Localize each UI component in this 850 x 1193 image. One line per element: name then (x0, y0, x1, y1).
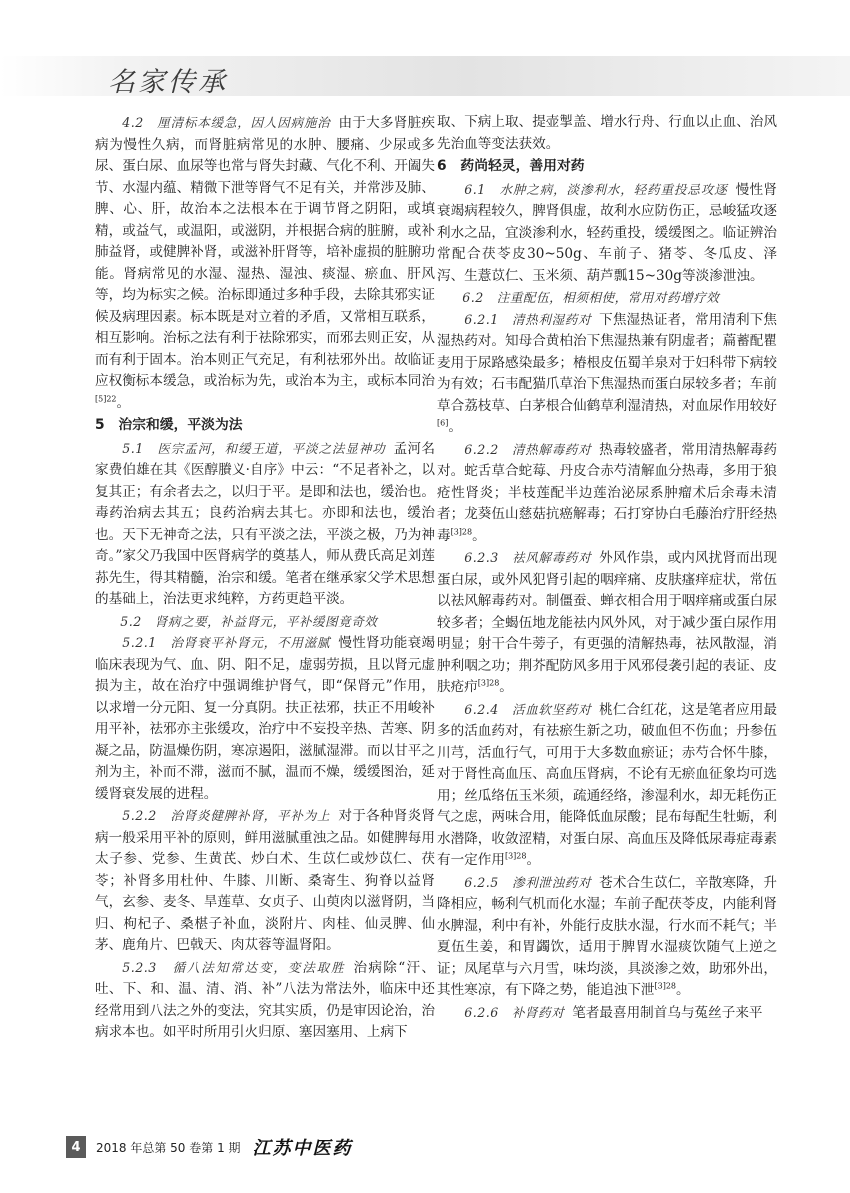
citation: [3]28 (450, 526, 473, 536)
paragraph-6-1 (437, 179, 777, 288)
paragraph-lead: 6.1 水肿之病，淡渗利水，轻药重投忌攻逐 (464, 181, 728, 197)
section-banner (0, 56, 850, 96)
paragraph-lead: 5.2.1 治肾衰平补肾元，不用滋腻 (122, 635, 331, 650)
paragraph-continued: 取、下病上取、提壶掣盖、增水行舟、行血以止血、治风先治血等变法获效。 (437, 114, 777, 152)
paragraph-5-1 (95, 438, 435, 611)
journal-logo: 江苏中医药 (252, 1138, 353, 1159)
section-heading-5: 5 治宗和缓，平淡为法 (95, 417, 243, 433)
paragraph-text: 苍术合生苡仁，辛散寒降，升降相应，畅利气机而化水湿；车前子配茯苓皮，内能利肾水脾湿，利中有补，外能行皮肤水湿，行水而不耗气；半夏伍生姜，和胃蠲饮，适用于脾胃水湿痰饮随气上逆之证；凤尾草与六月雪，味均淡，具淡渗之效，助邪外出，其性寒凉，有下降之势，能追浊下泄 (437, 874, 778, 998)
paragraph-lead: 5.1 医宗孟河，和缓王道，平淡之法显神功 (122, 440, 386, 456)
paragraph-text: 笔者最喜用制首乌与菟丝子来平 (572, 1004, 763, 1021)
paragraph-lead: 4.2 厘清标本缓急，因人因病施治 (122, 115, 331, 130)
paragraph-text: 下焦湿热证者，常用清利下焦湿热药对。知母合黄柏治下焦湿热兼有阴虚者；萹蓄配瞿麦用于尿路感染最多；椿根皮伍蜀羊泉对于妇科带下病较为有效；石韦配猫爪草治下焦湿热而蛋白尿较多者；车前草合荔枝草、白茅根合仙鹤草利湿清热，对血尿作用较好 (437, 311, 778, 414)
right-column (437, 112, 777, 1024)
paragraph-text: 热毒较盛者，常用清热解毒药对。蛇舌草合蛇莓、丹皮合赤芍清解血分热毒，多用于狼疮性肾炎；半枝莲配半边莲治泌尿系肿瘤术后余毒未清者；龙葵伍山慈菇抗癌解毒；石打穿协白毛藤治疗肝经热毒 (437, 441, 778, 544)
citation: [3]28 (504, 851, 527, 861)
page-footer (66, 1136, 353, 1158)
paragraph-4-2: 4.2 厘清标本缓急，因人因病施治 由于大多肾脏疾病为慢性久病，而肾脏病常见的水肿、腰痛、少尿或多尿、蛋白尿、血尿等也常与肾失封藏、气化不利、开阖失节、水湿内蕴、精微下泄等肾气不足有关，并常涉及肺、脾、心、肝，故治本之法根本在于调节肾之阴阳，或填精，或益气，或温阳，或滋阴，并根据合病的脏腑，或补肺益肾，或健脾补肾，或滋补肝肾等，培补虚损的脏腑功能。肾病常见的水湿、湿热、湿浊、痰湿、瘀血、肝风等，均为标实之候。治标即通过多种手段，去除其邪实证候及病理因素。标本既是对立着的矛盾，又常相互联系，相互影响。治标之法有利于祛除邪实，而邪去则正安，从而有利于固本。治本则正气充足，有利祛邪外出。故临证应权衡标本缓急，或治标为先，或治本为主，或标本同治$^{[5]22}$。 (95, 115, 435, 411)
paragraph-5-2-3 (95, 957, 435, 1044)
citation: [3]28 (654, 981, 677, 991)
paragraph-lead: 6.2.4 活血软坚药对 (464, 701, 592, 717)
section-title: 名家传承 (108, 67, 228, 98)
paragraph-6-2-4: 6.2.4 活血软坚药对 桃仁合红花，这是笔者应用最多的活血药对，有祛瘀生新之功，破血但不伤血；丹参伍川芎，活血行气，可用于大多数血瘀证；赤芍合怀牛膝，对于肾性高血压、高血压肾病，不论有无瘀血征象均可选用；丝瓜络伍玉米须，疏通经络，渗湿利水，却无耗伤正气之虑，两味合用，能降低血尿酸；昆布每配生牡蛎，利水潜降，收敛涩精，对蛋白尿、高血压及降低尿毒症毒素有一定作用$^{[3]28}$。 (437, 701, 778, 868)
paragraph-text: 孟河名家费伯雄在其《医醇賸义·自序》中云：“不足者补之，以复其正；有余者去之，以归于平。是即和法也，缓治也。毒药治病去其五；良药治病去其七。亦即和法也，缓治也。天下无神奇之法，只有平淡之法，平淡之极，乃为神奇。”家父乃我国中医肾病学的奠基人，师从费氏高足刘莲荪先生，得其精髓，治宗和缓。笔者在继承家父学术思想的基础上，治法更求纯粹，方药更趋平淡。 (95, 440, 436, 607)
page-number: 4 (66, 1136, 86, 1158)
paragraph-lead: 6.2.3 祛风解毒药对 (464, 550, 592, 565)
paragraph-6-2-5: 6.2.5 渗利泄浊药对 苍术合生苡仁，辛散寒降，升降相应，畅利气机而化水湿；车前子配茯苓皮，内能利肾水脾湿，利中有补，外能行皮肤水湿，行水而不耗气；半夏伍生姜，和胃蠲饮，适用于脾胃水湿痰饮随气上逆之证；凤尾草与六月雪，味均淡，具淡渗之效，助邪外出，其性寒凉，有下降之势，能追浊下泄$^{[3]28}$。 (437, 874, 778, 998)
subheading-5-2: 5.2 肾病之要，补益肾元，平补缓图竟奇效 (120, 613, 378, 629)
paragraph-5-2-2 (95, 805, 435, 957)
paragraph-lead: 6.2.2 清热解毒药对 (464, 441, 592, 457)
paragraph-text: 慢性肾衰竭病程较久，脾肾俱虚，故利水应防伤正，忌峻猛攻逐利水之品，宜淡渗利水，轻药重投，缓缓图之。临证辨治常配合茯苓皮30~50g、车前子、猪苓、冬瓜皮、泽泻、生薏苡仁、玉米须、葫芦瓢15~30g等淡渗泄浊。 (437, 181, 778, 284)
paragraph-text: 治病除“汗、吐、下、和、温、清、消、补”八法为常法外，临床中还经常用到八法之外的变法，究其实质，仍是审因论治，治病求本也。如平时所用引火归原、塞因塞用、上病下 (95, 959, 435, 1040)
paragraph-text: 由于大多肾脏疾病为慢性久病，而肾脏病常见的水肿、腰痛、少尿或多尿、蛋白尿、血尿等也常与肾失封藏、气化不利、开阖失节、水湿内蕴、精微下泄等肾气不足有关，并常涉及肺、脾、心、肝，故治本之法根本在于调节肾之阴阳，或填精，或益气，或温阳，或滋阴，并根据合病的脏腑，或补肺益肾，或健脾补肾，或滋补肝肾等，培补虚损的脏腑功能。肾病常见的水湿、湿热、湿浊、痰湿、瘀血、肝风等，均为标实之候。治标即通过多种手段，去除其邪实证候及病理因素。标本既是对立着的矛盾，又常相互联系，相互影响。治标之法有利于祛除邪实，而邪去则正安，从而有利于固本。治本则正气充足，有利祛邪外出。故临证应权衡标本缓急，或治标为先，或治本为主，或标本同治 (95, 115, 435, 389)
paragraph-6-2-6 (437, 1002, 777, 1025)
subheading-6-2: 6.2 注重配伍，相须相使，常用对药增疗效 (462, 290, 720, 305)
paragraph-text: 对于各种肾炎肾病一般采用平补的原则，鲜用滋腻重浊之品。如健脾每用太子参、党参、生黄芪、炒白术、生苡仁或炒苡仁、茯苓；补肾多用杜仲、牛膝、川断、桑寄生、狗脊以益肾气，玄参、麦冬、旱莲草、女贞子、山萸肉以滋肾阴，当归、枸杞子、桑椹子补血，淡附片、肉桂、仙灵脾、仙茅、鹿角片、巴戟天、肉苁蓉等温肾阳。 (95, 808, 435, 953)
paragraph-6-2-3: 6.2.3 祛风解毒药对 外风作祟，或内风扰肾而出现蛋白尿，或外风犯肾引起的咽痒痛、皮肤瘙痒症状，常伍以祛风解毒药对。制僵蚕、蝉衣相合用于咽痒痛或蛋白尿较多者；全蝎伍地龙能祛内风外风，对于减少蛋白尿作用明显；射干合牛蒡子，有更强的清解热毒，祛风散湿，消肿利咽之功；荆芥配防风多用于风邪侵袭引起的表证、皮肤疮疖$^{[3]28}$。 (437, 550, 778, 695)
paragraph-text: 慢性肾功能衰竭临床表现为气、血、阴、阳不足，虚弱劳损，且以肾元虚损为主，故在治疗中强调维护肾气，即“保肾元”作用，以求增一分元阳、复一分真阴。扶正祛邪，扶正不用峻补用平补，祛邪亦主张缓攻，治疗中不妄投辛热、苦寒、阴凝之品，防温燥伤阴，寒凉遏阳，滋腻湿滞。而以甘平之剂为主，补而不滞，滋而不腻，温而不燥，缓缓图治，延缓肾衰发展的进程。 (95, 635, 435, 802)
left-column (95, 112, 435, 1044)
paragraph-lead: 5.2.3 循八法知常达变，变法取胜 (122, 959, 346, 975)
paragraph-text: 外风作祟，或内风扰肾而出现蛋白尿，或外风犯肾引起的咽痒痛、皮肤瘙痒症状，常伍以祛风解毒药对。制僵蚕、蝉衣相合用于咽痒痛或蛋白尿较多者；全蝎伍地龙能祛内风外风，对于减少蛋白尿作用明显；射干合牛蒡子，有更强的清解热毒，祛风散湿，消肿利咽之功；荆芥配防风多用于风邪侵袭引起的表证、皮肤疮疖 (437, 550, 778, 695)
citation: [3]28 (477, 678, 500, 688)
paragraph-6-2-2: 6.2.2 清热解毒药对 热毒较盛者，常用清热解毒药对。蛇舌草合蛇莓、丹皮合赤芍清解血分热毒，多用于狼疮性肾炎；半枝莲配半边莲治泌尿系肿瘤术后余毒未清者；龙葵伍山慈菇抗癌解毒；石打穿协白毛藤治疗肝经热毒$^{[3]28}$。 (437, 441, 778, 544)
paragraph-lead: 6.2.5 渗利泄浊药对 (464, 874, 592, 890)
issue-info: 2018 年总第 50 卷第 1 期 (96, 1140, 241, 1155)
paragraph-lead: 5.2.2 治肾炎健脾补肾，平补为上 (122, 808, 331, 823)
paragraph-5-2-1 (95, 632, 435, 805)
paragraph-6-2-1: 6.2.1 清热利湿药对 下焦湿热证者，常用清利下焦湿热药对。知母合黄柏治下焦湿热兼有阴虚者；萹蓄配瞿麦用于尿路感染最多；椿根皮伍蜀羊泉对于妇科带下病较为有效；石韦配猫爪草治下焦湿热而蛋白尿较多者；车前草合荔枝草、白茅根合仙鹤草利湿清热，对血尿作用较好[6]。 (437, 311, 778, 435)
paragraph-text: 桃仁合红花，这是笔者应用最多的活血药对，有祛瘀生新之功，破血但不伤血；丹参伍川芎，活血行气，可用于大多数血瘀证；赤芍合怀牛膝，对于肾性高血压、高血压肾病，不论有无瘀血征象均可选用；丝瓜络伍玉米须，疏通经络，渗湿利水，却无耗伤正气之虑，两味合用，能降低血尿酸；昆布每配生牡蛎，利水潜降，收敛涩精，对蛋白尿、高血压及降低尿毒症毒素有一定作用 (437, 701, 778, 868)
paragraph-lead: 6.2.6 补肾药对 (464, 1004, 565, 1020)
paragraph-lead: 6.2.1 清热利湿药对 (464, 311, 592, 327)
section-heading-6: 6 药尚轻灵，善用对药 (437, 158, 585, 174)
citation: [6] (437, 418, 449, 428)
citation: [5]22 (95, 393, 117, 403)
